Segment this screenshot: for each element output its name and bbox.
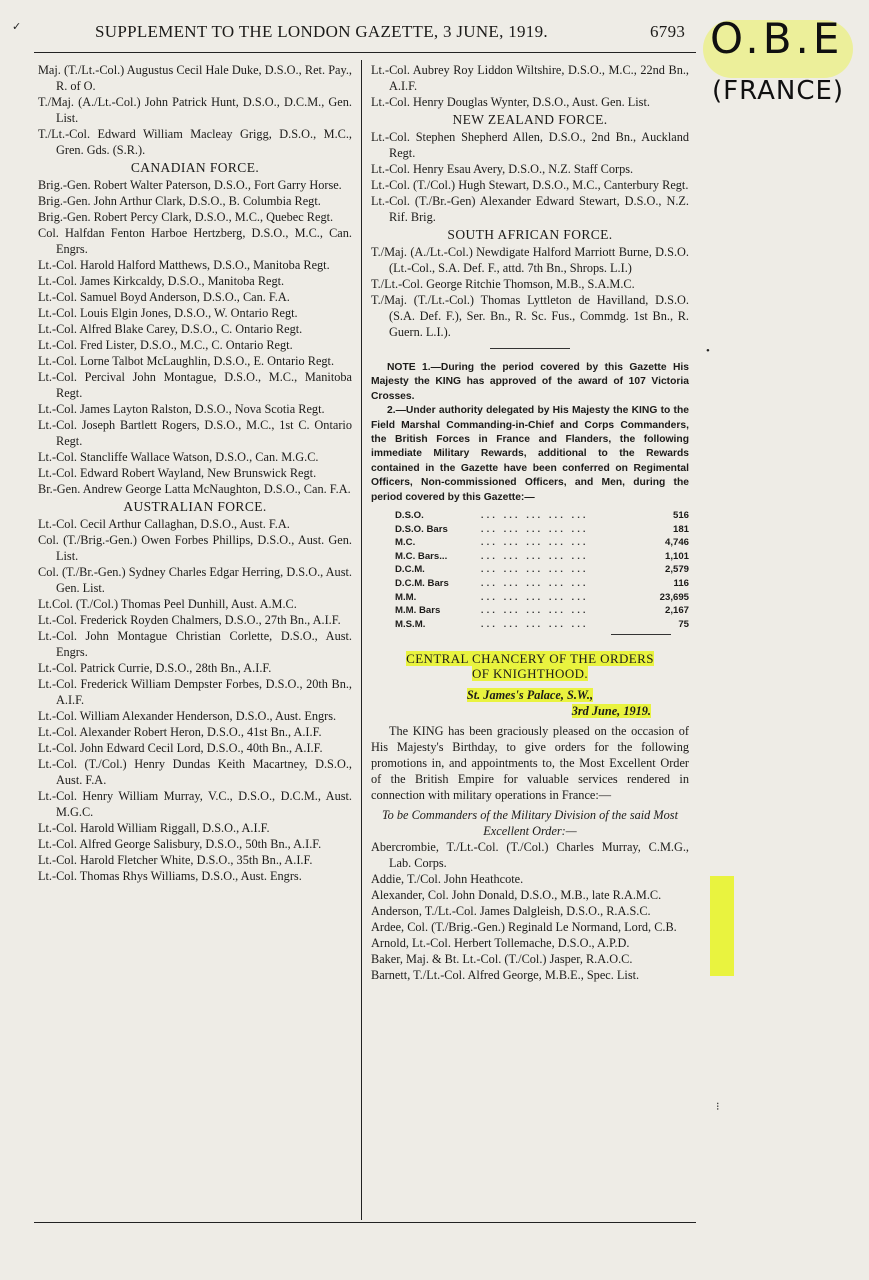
leader-dots: ... ... ... ... ... (480, 578, 589, 590)
honour-entry: Baker, Maj. & Bt. Lt.-Col. (T./Col.) Jasper, R.A.O.C. (371, 952, 633, 967)
honour-entry: Brig.-Gen. John Arthur Clark, D.S.O., B. Columbia Regt. (38, 194, 321, 208)
rewards-row (395, 604, 689, 618)
reward-label: D.S.O. Bars (395, 523, 448, 535)
honour-entry: Lt.-Col. Edward Robert Wayland, New Brunswick Regt. (38, 466, 317, 480)
honour-entry: Lt.-Col. Patrick Currie, D.S.O., 28th Bn., A.I.F. (38, 661, 272, 675)
header-rule (34, 52, 696, 53)
section-heading: AUSTRALIAN FORCE. (123, 499, 267, 514)
rewards-row (395, 618, 689, 632)
honour-entry: Lt.-Col. Henry Douglas Wynter, D.S.O., Aust. Gen. List. (371, 95, 650, 109)
reward-count: 2,579 (664, 564, 689, 576)
reward-label: M.M. Bars (395, 605, 441, 617)
leader-dots: ... ... ... ... ... (480, 618, 589, 630)
honour-entry: Barnett, T./Lt.-Col. Alfred George, M.B.E., Spec. List. (371, 968, 640, 983)
reward-label: D.C.M. Bars (395, 578, 449, 590)
rewards-table (395, 509, 689, 631)
honour-entry: Lt.-Col. (T./Col.) Henry Dundas Keith Macartney, D.S.O., Aust. F.A. (38, 757, 352, 787)
honour-entry: Abercrombie, T./Lt.-Col. (T./Col.) Charles Murray, C.M.G., Lab. Corps. (371, 840, 689, 871)
reward-count: 2,167 (664, 605, 689, 617)
reward-label: M.M. (395, 591, 417, 603)
announcement-paragraph: The KING has been graciously pleased on the occasion of His Majesty's Birthday, to give orders for the following promotions in, and appointments to, the Most Excellent Order of the British Empire for valuable services rendered in connection with military operations in France:— (371, 724, 689, 803)
honour-entry: Arnold, Lt.-Col. Herbert Tollemache, D.S.O., A.P.D. (371, 936, 630, 951)
column-divider (361, 60, 362, 1220)
left-column (38, 62, 352, 884)
honour-entry: Lt.-Col. Aubrey Roy Liddon Wiltshire, D.S.O., M.C., 22nd Bn., A.I.F. (371, 63, 689, 93)
honour-entry: Lt.-Col. James Layton Ralston, D.S.O., Nova Scotia Regt. (38, 402, 325, 416)
honour-entry: Lt.-Col. James Kirkcaldy, D.S.O., Manitoba Regt. (38, 274, 285, 288)
reward-label: D.C.M. (395, 564, 425, 576)
honour-entry: Lt.-Col. Fred Lister, D.S.O., M.C., C. Ontario Regt. (38, 338, 293, 352)
honour-entry: Alexander, Col. John Donald, D.S.O., M.B., late R.A.M.C. (371, 888, 662, 903)
note-2: 2.—Under authority delegated by His Majesty the KING to the Field Marshal Commanding-in-Chief and Corps Commanders, the British Forces in France and Flanders, the following immediate Military Rewards, additional to the Rewards contained in the Gazette have been conferred on Regimental Officers, Non-commissioned Officers, and Men, during the period covered by this Gazette:— (371, 405, 689, 503)
section-heading: NEW ZEALAND FORCE. (452, 112, 608, 127)
rewards-row (395, 563, 689, 577)
rewards-row (395, 577, 689, 591)
page-number: 6793 (650, 22, 686, 41)
honour-entry: Lt.-Col. (T./Br.-Gen) Alexander Edward Stewart, D.S.O., N.Z. Rif. Brig. (371, 194, 689, 224)
highlight-marker-bar (710, 876, 734, 976)
reward-label: M.C. Bars... (395, 550, 448, 562)
leader-dots: ... ... ... ... ... (480, 537, 589, 549)
honour-entry: Addie, T./Col. John Heathcote. (371, 872, 524, 887)
honour-entry: Maj. (T./Lt.-Col.) Augustus Cecil Hale Duke, D.S.O., Ret. Pay., R. of O. (38, 63, 352, 93)
leader-dots: ... ... ... ... ... (480, 591, 589, 603)
footer-rule (34, 1222, 696, 1223)
leader-dots: ... ... ... ... ... (480, 510, 589, 522)
honour-entry: Anderson, T./Lt.-Col. James Dalgleish, D.S.O., R.A.S.C. (371, 904, 651, 919)
honour-entry: Lt.-Col. Harold Halford Matthews, D.S.O., Manitoba Regt. (38, 258, 330, 272)
rewards-row (395, 591, 689, 605)
leader-dots: ... ... ... ... ... (480, 523, 589, 535)
honour-entry: Col. (T./Brig.-Gen.) Owen Forbes Phillips, D.S.O., Aust. Gen. List. (38, 533, 352, 563)
honour-entry: Ardee, Col. (T./Brig.-Gen.) Reginald Le Normand, Lord, C.B. (371, 920, 677, 935)
honour-entry: Lt.-Col. William Alexander Henderson, D.S.O., Aust. Engrs. (38, 709, 337, 723)
chancery-heading: CENTRAL CHANCERY OF THE ORDERS OF KNIGHTHOOD. (406, 651, 654, 682)
honour-entry: Lt.-Col. Joseph Bartlett Rogers, D.S.O., M.C., 1st C. Ontario Regt. (38, 418, 352, 448)
reward-count: 516 (672, 510, 689, 522)
honour-entry: Lt.-Col. Alfred Blake Carey, D.S.O., C. Ontario Regt. (38, 322, 303, 336)
honour-entry: Lt.-Col. Frederick Royden Chalmers, D.S.O., 27th Bn., A.I.F. (38, 613, 341, 627)
honour-entry: Lt.-Col. Thomas Rhys Williams, D.S.O., Aust. Engrs. (38, 869, 302, 883)
handwritten-note-france: (FRANCE) (712, 76, 845, 106)
honour-entry: Col. Halfdan Fenton Harboe Hertzberg, D.S.O., M.C., Can. Engrs. (38, 226, 352, 256)
honour-entry: T./Maj. (T./Lt.-Col.) Thomas Lyttleton de Havilland, D.S.O. (S.A. Def. F.), Ser. Bn., R. Sc. Fus., Commdg. 1st Bn., R. Guern. L.I.). (371, 293, 689, 339)
reward-count: 1,101 (664, 550, 689, 562)
section-heading: CANADIAN FORCE. (130, 160, 260, 175)
honour-entry: Lt.-Col. Lorne Talbot McLaughlin, D.S.O., E. Ontario Regt. (38, 354, 335, 368)
honour-entry: Lt.-Col. Stancliffe Wallace Watson, D.S.O., Can. M.G.C. (38, 450, 319, 464)
honour-entry: Lt.-Col. Henry William Murray, V.C., D.S.O., D.C.M., Aust. M.G.C. (38, 789, 352, 819)
ink-mark: ✓ (12, 21, 22, 33)
ink-mark: • (706, 345, 710, 357)
honour-entry: Lt.-Col. John Edward Cecil Lord, D.S.O., 40th Bn., A.I.F. (38, 741, 323, 755)
leader-dots: ... ... ... ... ... (480, 605, 589, 617)
honour-entry: Lt.-Col. (T./Col.) Hugh Stewart, D.S.O., M.C., Canterbury Regt. (371, 178, 689, 192)
reward-count: 4,746 (664, 537, 689, 549)
award-subheading: To be Commanders of the Military Division of the said Most Excellent Order:— (381, 808, 679, 839)
honour-entry: Lt.Col. (T./Col.) Thomas Peel Dunhill, Aust. A.M.C. (38, 597, 297, 611)
reward-label: M.C. (395, 537, 416, 549)
handwritten-note-obe: O.B.E (710, 14, 844, 63)
honour-entry: Br.-Gen. Andrew George Latta McNaughton, D.S.O., Can. F.A. (38, 482, 351, 496)
page-header (95, 22, 695, 42)
honour-entry: Lt.-Col. Harold William Riggall, D.S.O., A.I.F. (38, 821, 270, 835)
honour-entry: T./Maj. (A./Lt.-Col.) John Patrick Hunt, D.S.O., D.C.M., Gen. List. (38, 95, 352, 125)
reward-count: 23,695 (659, 591, 689, 603)
right-column (371, 62, 689, 983)
honour-entry: Lt.-Col. Stephen Shepherd Allen, D.S.O., 2nd Bn., Auckland Regt. (371, 130, 689, 160)
honour-entry: Lt.-Col. Louis Elgin Jones, D.S.O., W. Ontario Regt. (38, 306, 298, 320)
note-block (371, 361, 689, 505)
honour-entry: Lt.-Col. Samuel Boyd Anderson, D.S.O., Can. F.A. (38, 290, 290, 304)
honour-entry: T./Lt.-Col. Edward William Macleay Grigg, D.S.O., M.C., Gren. Gds. (S.R.). (38, 127, 352, 157)
page-title: SUPPLEMENT TO THE LONDON GAZETTE, 3 JUNE, 1919. (95, 22, 548, 41)
rewards-row (395, 536, 689, 550)
reward-count: 116 (673, 578, 689, 590)
honour-entry: Col. (T./Br.-Gen.) Sydney Charles Edgar Herring, D.S.O., Aust. Gen. List. (38, 565, 352, 595)
reward-count: 75 (678, 618, 689, 630)
dateline-place: St. James's Palace, S.W., (466, 688, 594, 703)
rewards-row (395, 509, 689, 523)
honour-entry: Lt.-Col. Frederick William Dempster Forbes, D.S.O., 20th Bn., A.I.F. (38, 677, 352, 707)
ink-mark: ⁝ (716, 1101, 720, 1113)
note-1: NOTE 1.—During the period covered by this Gazette His Majesty the KING has approved of the award of 107 Victoria Crosses. (371, 362, 689, 402)
dateline-date: 3rd June, 1919. (571, 704, 651, 719)
honour-entry: T./Maj. (A./Lt.-Col.) Newdigate Halford Marriott Burne, D.S.O. (Lt.-Col., S.A. Def. F., attd. 7th Bn., Shrops. L.I.) (371, 245, 689, 275)
honour-entry: Lt.-Col. Alfred George Salisbury, D.S.O., 50th Bn., A.I.F. (38, 837, 322, 851)
section-heading: SOUTH AFRICAN FORCE. (447, 227, 613, 242)
section-separator (490, 348, 570, 349)
leader-dots: ... ... ... ... ... (480, 550, 589, 562)
honour-entry: Brig.-Gen. Robert Walter Paterson, D.S.O., Fort Garry Horse. (38, 178, 342, 192)
honour-entry: Lt.-Col. John Montague Christian Corlette, D.S.O., Aust. Engrs. (38, 629, 352, 659)
table-rule (611, 634, 671, 635)
honour-entry: T./Lt.-Col. George Ritchie Thomson, M.B., S.A.M.C. (371, 277, 635, 291)
honour-entry: Lt.-Col. Harold Fletcher White, D.S.O., 35th Bn., A.I.F. (38, 853, 313, 867)
honour-entry: Lt.-Col. Cecil Arthur Callaghan, D.S.O., Aust. F.A. (38, 517, 290, 531)
rewards-row (395, 523, 689, 537)
honour-entry: Brig.-Gen. Robert Percy Clark, D.S.O., M.C., Quebec Regt. (38, 210, 334, 224)
honour-entry: Lt.-Col. Percival John Montague, D.S.O., M.C., Manitoba Regt. (38, 370, 352, 400)
leader-dots: ... ... ... ... ... (480, 564, 589, 576)
reward-count: 181 (672, 523, 689, 535)
reward-label: D.S.O. (395, 510, 424, 522)
honour-entry: Lt.-Col. Henry Esau Avery, D.S.O., N.Z. Staff Corps. (371, 162, 634, 176)
rewards-row (395, 550, 689, 564)
reward-label: M.S.M. (395, 618, 426, 630)
honour-entry: Lt.-Col. Alexander Robert Heron, D.S.O., 41st Bn., A.I.F. (38, 725, 322, 739)
